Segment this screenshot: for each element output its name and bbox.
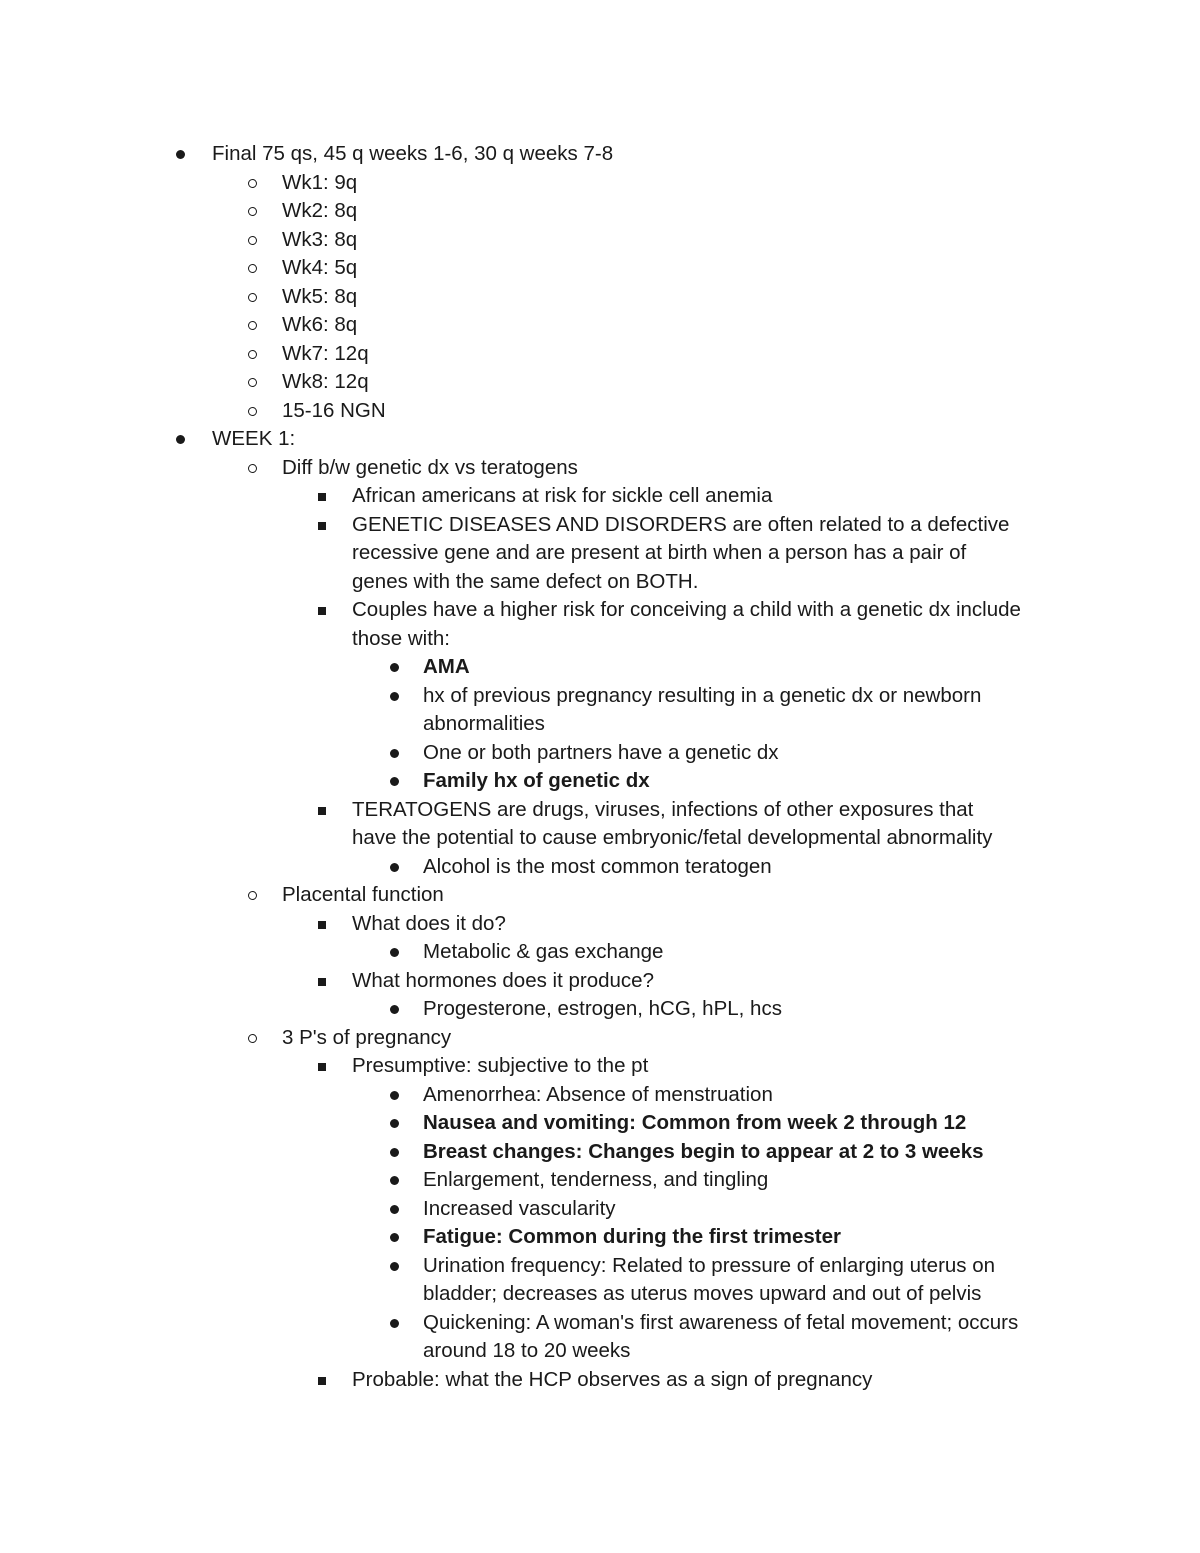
list-item bbox=[0, 283, 1200, 312]
list-item-text: Wk6: 8q bbox=[282, 313, 358, 336]
list-item bbox=[0, 425, 1200, 454]
list-item-text: abnormalities bbox=[423, 712, 545, 735]
list-item-text: What does it do? bbox=[352, 911, 506, 935]
list-item bbox=[0, 938, 1200, 967]
list-item-text: genes with the same defect on BOTH. bbox=[352, 569, 699, 593]
circle-bullet-icon bbox=[248, 464, 257, 473]
list-item bbox=[0, 140, 1200, 169]
list-item-text: Breast changes: Changes begin to appear at 2 to 3 weeks bbox=[423, 1139, 984, 1163]
list-item-text: hx of previous pregnancy resulting in a genetic dx or newborn bbox=[423, 683, 982, 707]
list-item-text: Wk5: 8q bbox=[282, 284, 358, 308]
list-item-continuation bbox=[0, 1280, 1200, 1309]
list-item bbox=[0, 739, 1200, 768]
disc-bullet-icon bbox=[390, 1091, 399, 1100]
list-item-text: AMA bbox=[423, 655, 470, 678]
list-item bbox=[0, 482, 1200, 511]
disc-bullet-icon bbox=[390, 749, 399, 758]
list-item bbox=[0, 995, 1200, 1024]
list-item bbox=[0, 511, 1200, 540]
circle-bullet-icon bbox=[248, 236, 257, 245]
disc-bullet-icon bbox=[390, 1005, 399, 1014]
list-item-text: WEEK 1: bbox=[212, 427, 296, 450]
square-bullet-icon bbox=[318, 1377, 326, 1385]
list-item bbox=[0, 682, 1200, 711]
disc-bullet-icon bbox=[390, 1176, 399, 1185]
list-item-text: Wk2: 8q bbox=[282, 199, 358, 222]
list-item bbox=[0, 197, 1200, 226]
list-item bbox=[0, 311, 1200, 340]
list-item bbox=[0, 596, 1200, 625]
list-item-continuation bbox=[0, 568, 1200, 597]
list-item-text: Urination frequency: Related to pressure of enlarging uterus on bbox=[423, 1253, 996, 1277]
list-item-text: One or both partners have a genetic dx bbox=[423, 740, 779, 764]
list-item bbox=[0, 767, 1200, 796]
list-item-text: GENETIC DISEASES AND DISORDERS are often related to a defective bbox=[352, 512, 1010, 536]
disc-bullet-icon bbox=[390, 777, 399, 786]
list-item bbox=[0, 1252, 1200, 1281]
list-item-text: Wk8: 12q bbox=[282, 370, 369, 393]
list-item bbox=[0, 1109, 1200, 1138]
disc-bullet-icon bbox=[390, 1233, 399, 1242]
list-item-text: Couples have a higher risk for conceiving a child with a genetic dx include bbox=[352, 598, 1021, 621]
square-bullet-icon bbox=[318, 978, 326, 986]
list-item-text: Enlargement, tenderness, and tingling bbox=[423, 1168, 769, 1191]
list-item-text: Wk1: 9q bbox=[282, 170, 358, 194]
list-item-text: Diff b/w genetic dx vs teratogens bbox=[282, 455, 578, 479]
disc-bullet-icon bbox=[176, 150, 185, 159]
list-item bbox=[0, 397, 1200, 426]
list-item-text: Presumptive: subjective to the pt bbox=[352, 1054, 649, 1077]
list-item bbox=[0, 1166, 1200, 1195]
list-item bbox=[0, 1223, 1200, 1252]
list-item-text: 15-16 NGN bbox=[282, 398, 386, 422]
circle-bullet-icon bbox=[248, 891, 257, 900]
list-item bbox=[0, 340, 1200, 369]
list-item bbox=[0, 1366, 1200, 1395]
list-item-text: Increased vascularity bbox=[423, 1196, 616, 1220]
list-item bbox=[0, 226, 1200, 255]
list-item bbox=[0, 1024, 1200, 1053]
document-body bbox=[0, 140, 1200, 1394]
disc-bullet-icon bbox=[176, 435, 185, 444]
list-item-text: Fatigue: Common during the first trimester bbox=[423, 1225, 841, 1248]
list-item bbox=[0, 454, 1200, 483]
list-item-text: Quickening: A woman's first awareness of fetal movement; occurs bbox=[423, 1310, 1019, 1334]
square-bullet-icon bbox=[318, 807, 326, 815]
disc-bullet-icon bbox=[390, 1262, 399, 1271]
list-item bbox=[0, 254, 1200, 283]
square-bullet-icon bbox=[318, 493, 326, 501]
disc-bullet-icon bbox=[390, 1119, 399, 1128]
circle-bullet-icon bbox=[248, 179, 257, 188]
circle-bullet-icon bbox=[248, 264, 257, 273]
list-item-text: 3 P's of pregnancy bbox=[282, 1025, 452, 1049]
list-item-text: Wk3: 8q bbox=[282, 227, 358, 251]
disc-bullet-icon bbox=[390, 948, 399, 957]
list-item bbox=[0, 169, 1200, 198]
list-item-continuation bbox=[0, 625, 1200, 654]
list-item-text: Progesterone, estrogen, hCG, hPL, hcs bbox=[423, 997, 782, 1020]
list-item bbox=[0, 853, 1200, 882]
list-item-text: around 18 to 20 weeks bbox=[423, 1339, 631, 1362]
list-item-text: Amenorrhea: Absence of menstruation bbox=[423, 1082, 773, 1106]
disc-bullet-icon bbox=[390, 863, 399, 872]
circle-bullet-icon bbox=[248, 1034, 257, 1043]
disc-bullet-icon bbox=[390, 1319, 399, 1328]
list-item-text: Nausea and vomiting: Common from week 2 through 12 bbox=[423, 1111, 967, 1134]
list-item-text: recessive gene and are present at birth when a person has a pair of bbox=[352, 541, 967, 564]
square-bullet-icon bbox=[318, 921, 326, 929]
list-item bbox=[0, 1052, 1200, 1081]
square-bullet-icon bbox=[318, 607, 326, 615]
list-item-text: What hormones does it produce? bbox=[352, 968, 654, 992]
circle-bullet-icon bbox=[248, 207, 257, 216]
circle-bullet-icon bbox=[248, 350, 257, 359]
list-item bbox=[0, 653, 1200, 682]
list-item bbox=[0, 967, 1200, 996]
list-item bbox=[0, 1195, 1200, 1224]
circle-bullet-icon bbox=[248, 321, 257, 330]
square-bullet-icon bbox=[318, 522, 326, 530]
list-item-text: Wk4: 5q bbox=[282, 256, 358, 279]
list-item-text: Metabolic & gas exchange bbox=[423, 940, 664, 963]
list-item-continuation bbox=[0, 1337, 1200, 1366]
list-item-text: Final 75 qs, 45 q weeks 1-6, 30 q weeks 7-8 bbox=[212, 142, 614, 165]
list-item bbox=[0, 1309, 1200, 1338]
square-bullet-icon bbox=[318, 1063, 326, 1071]
list-item-continuation bbox=[0, 539, 1200, 568]
list-item-text: Family hx of genetic dx bbox=[423, 769, 650, 792]
list-item-text: Probable: what the HCP observes as a sign of pregnancy bbox=[352, 1367, 873, 1391]
list-item-text: African americans at risk for sickle cell anemia bbox=[352, 484, 773, 507]
list-item-text: have the potential to cause embryonic/fetal developmental abnormality bbox=[352, 826, 993, 849]
list-item-text: TERATOGENS are drugs, viruses, infections of other exposures that bbox=[352, 797, 974, 821]
list-item bbox=[0, 1081, 1200, 1110]
list-item bbox=[0, 796, 1200, 825]
disc-bullet-icon bbox=[390, 663, 399, 672]
list-item-text: Placental function bbox=[282, 883, 444, 906]
list-item-text: Wk7: 12q bbox=[282, 341, 369, 365]
list-item bbox=[0, 910, 1200, 939]
list-item-continuation bbox=[0, 824, 1200, 853]
list-item bbox=[0, 1138, 1200, 1167]
disc-bullet-icon bbox=[390, 692, 399, 701]
disc-bullet-icon bbox=[390, 1148, 399, 1157]
list-item-continuation bbox=[0, 710, 1200, 739]
circle-bullet-icon bbox=[248, 378, 257, 387]
list-item-text: those with: bbox=[352, 626, 450, 650]
list-item-text: Alcohol is the most common teratogen bbox=[423, 854, 772, 878]
list-item bbox=[0, 368, 1200, 397]
circle-bullet-icon bbox=[248, 407, 257, 416]
list-item bbox=[0, 881, 1200, 910]
list-item-text: bladder; decreases as uterus moves upward and out of pelvis bbox=[423, 1282, 982, 1305]
circle-bullet-icon bbox=[248, 293, 257, 302]
disc-bullet-icon bbox=[390, 1205, 399, 1214]
